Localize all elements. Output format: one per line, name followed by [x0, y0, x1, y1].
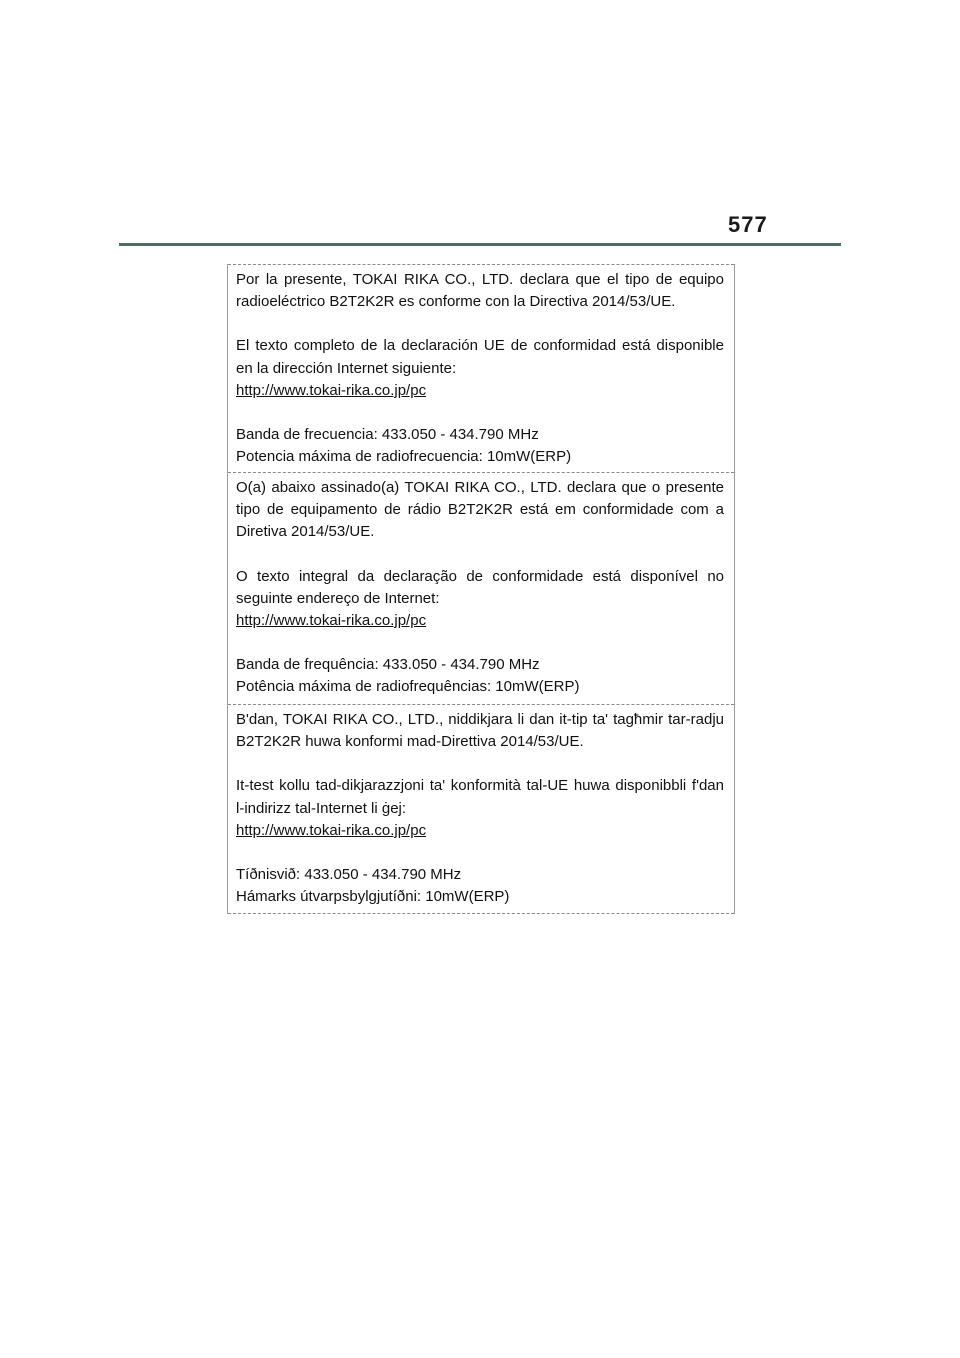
availability-text: It-test kollu tad-dikjarazzjoni ta' konformità tal-UE huwa disponibbli f'dan l-indirizz tal-Internet li ġej:	[236, 777, 724, 817]
declaration-maltese	[228, 704, 734, 914]
declaration-link[interactable]: http://www.tokai-rika.co.jp/pc	[236, 381, 427, 399]
declaration-link[interactable]: http://www.tokai-rika.co.jp/pc	[236, 821, 427, 839]
statement-text: B'dan, TOKAI RIKA CO., LTD., niddikjara li dan it-tip ta' tagħmir tar-radju B2T2K2R huwa konformi mad-Direttiva 2014/53/UE.	[236, 711, 724, 751]
max-power-text: Potência máxima de radiofrequências: 10mW(ERP)	[236, 678, 580, 696]
declaration-spanish	[228, 264, 734, 472]
header-rule	[119, 243, 841, 246]
max-power-text: Hámarks útvarpsbylgjutíðni: 10mW(ERP)	[236, 888, 510, 906]
declaration-link[interactable]: http://www.tokai-rika.co.jp/pc	[236, 612, 427, 630]
declarations-box	[227, 264, 735, 914]
availability-text: El texto completo de la declaración UE de conformidad está disponible en la dirección Internet siguiente:	[236, 337, 724, 377]
statement-text: O(a) abaixo assinado(a) TOKAI RIKA CO., LTD. declara que o presente tipo de equipamento de rádio B2T2K2R está em conformidade com a Diretiva 2014/53/UE.	[236, 479, 724, 541]
page-number: 577	[728, 212, 768, 237]
frequency-band-text: Banda de frecuencia: 433.050 - 434.790 MHz	[236, 426, 539, 444]
availability-text: O texto integral da declaração de conformidade está disponível no seguinte endereço de Internet:	[236, 567, 724, 607]
frequency-band-text: Tíðnisvið: 433.050 - 434.790 MHz	[236, 866, 462, 884]
declaration-portuguese	[228, 472, 734, 704]
statement-text: Por la presente, TOKAI RIKA CO., LTD. declara que el tipo de equipo radioeléctrico B2T2K2R es conforme con la Directiva 2014/53/UE.	[236, 271, 724, 311]
max-power-text: Potencia máxima de radiofrecuencia: 10mW(ERP)	[236, 448, 572, 466]
frequency-band-text: Banda de frequência: 433.050 - 434.790 MHz	[236, 656, 540, 674]
